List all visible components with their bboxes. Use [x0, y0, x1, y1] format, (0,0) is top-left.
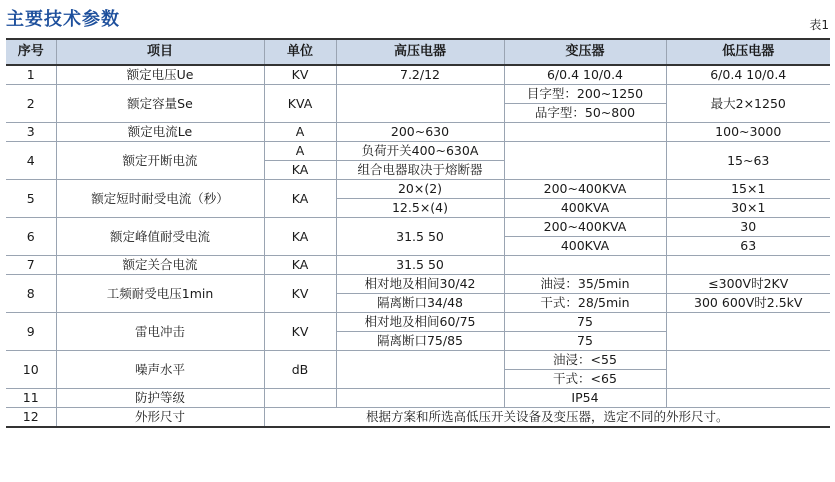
page-title: 主要技术参数 — [6, 9, 120, 30]
cell-item: 外形尺寸 — [56, 408, 264, 428]
header-unit: 单位 — [264, 39, 336, 65]
cell-unit: KA — [264, 218, 336, 256]
cell-unit: dB — [264, 351, 336, 389]
cell-item: 噪声水平 — [56, 351, 264, 389]
cell-transformer: 干式：<65 — [504, 370, 666, 389]
cell-no: 2 — [6, 85, 56, 123]
table-row — [6, 351, 830, 370]
cell-lv: 30 — [666, 218, 830, 237]
cell-note: 根据方案和所选高低压开关设备及变压器，选定不同的外形尺寸。 — [264, 408, 830, 428]
table-row — [6, 256, 830, 275]
cell-hv: 12.5×(4) — [336, 199, 504, 218]
cell-lv: 300 600V时2.5kV — [666, 294, 830, 313]
table-row — [6, 180, 830, 199]
cell-unit: KV — [264, 313, 336, 351]
cell-lv: 63 — [666, 237, 830, 256]
cell-lv: 6/0.4 10/0.4 — [666, 65, 830, 85]
cell-transformer: 油浸：<55 — [504, 351, 666, 370]
table-row — [6, 408, 830, 428]
cell-no: 8 — [6, 275, 56, 313]
cell-unit: KA — [264, 161, 336, 180]
cell-hv: 20×(2) — [336, 180, 504, 199]
cell-transformer: 200~400KVA — [504, 180, 666, 199]
table-row — [6, 65, 830, 85]
cell-transformer — [504, 123, 666, 142]
cell-hv — [336, 389, 504, 408]
cell-lv: 15×1 — [666, 180, 830, 199]
cell-lv: 30×1 — [666, 199, 830, 218]
header-no: 序号 — [6, 39, 56, 65]
table-row — [6, 123, 830, 142]
cell-no: 10 — [6, 351, 56, 389]
cell-hv: 31.5 50 — [336, 256, 504, 275]
cell-unit: A — [264, 142, 336, 161]
cell-transformer: 油浸：35/5min — [504, 275, 666, 294]
cell-item: 额定电流Le — [56, 123, 264, 142]
table-header-row — [6, 39, 830, 65]
cell-lv — [666, 256, 830, 275]
cell-transformer: 75 — [504, 313, 666, 332]
cell-lv: 最大2×1250 — [666, 85, 830, 123]
cell-hv: 隔离断口75/85 — [336, 332, 504, 351]
cell-item: 额定开断电流 — [56, 142, 264, 180]
cell-unit: A — [264, 123, 336, 142]
cell-no: 12 — [6, 408, 56, 428]
cell-unit: KV — [264, 275, 336, 313]
cell-hv — [336, 85, 504, 123]
cell-lv: ≤300V时2KV — [666, 275, 830, 294]
cell-unit: KVA — [264, 85, 336, 123]
cell-hv: 组合电器取决于熔断器 — [336, 161, 504, 180]
header-hv: 高压电器 — [336, 39, 504, 65]
cell-no: 3 — [6, 123, 56, 142]
cell-item: 额定容量Se — [56, 85, 264, 123]
cell-lv — [666, 313, 830, 351]
cell-item: 额定关合电流 — [56, 256, 264, 275]
cell-item: 额定峰值耐受电流 — [56, 218, 264, 256]
cell-hv: 相对地及相间30/42 — [336, 275, 504, 294]
cell-lv — [666, 389, 830, 408]
table-row — [6, 389, 830, 408]
cell-lv: 15~63 — [666, 142, 830, 180]
cell-item: 防护等级 — [56, 389, 264, 408]
cell-no: 5 — [6, 180, 56, 218]
cell-hv: 200~630 — [336, 123, 504, 142]
cell-transformer — [504, 256, 666, 275]
cell-hv: 31.5 50 — [336, 218, 504, 256]
cell-hv: 负荷开关400~630A — [336, 142, 504, 161]
table-row — [6, 142, 830, 161]
cell-lv — [666, 351, 830, 389]
cell-unit: KV — [264, 65, 336, 85]
cell-transformer — [504, 142, 666, 180]
cell-transformer: 75 — [504, 332, 666, 351]
cell-transformer: 干式：28/5min — [504, 294, 666, 313]
cell-unit: KA — [264, 180, 336, 218]
cell-item: 额定电压Ue — [56, 65, 264, 85]
cell-no: 11 — [6, 389, 56, 408]
cell-no: 1 — [6, 65, 56, 85]
cell-unit: KA — [264, 256, 336, 275]
table-number-label: 表1 — [809, 18, 829, 32]
cell-no: 6 — [6, 218, 56, 256]
cell-hv: 隔离断口34/48 — [336, 294, 504, 313]
table-row — [6, 85, 830, 104]
spec-table — [6, 38, 830, 428]
cell-transformer: IP54 — [504, 389, 666, 408]
cell-transformer: 400KVA — [504, 199, 666, 218]
cell-no: 4 — [6, 142, 56, 180]
cell-hv — [336, 351, 504, 389]
cell-hv: 7.2/12 — [336, 65, 504, 85]
cell-no: 7 — [6, 256, 56, 275]
table-row — [6, 313, 830, 332]
table-row — [6, 218, 830, 237]
cell-no: 9 — [6, 313, 56, 351]
cell-transformer: 品字型：50~800 — [504, 104, 666, 123]
cell-hv: 相对地及相间60/75 — [336, 313, 504, 332]
header-lv: 低压电器 — [666, 39, 830, 65]
cell-transformer: 200~400KVA — [504, 218, 666, 237]
cell-transformer: 目字型：200~1250 — [504, 85, 666, 104]
cell-item: 工频耐受电压1min — [56, 275, 264, 313]
header-transformer: 变压器 — [504, 39, 666, 65]
cell-transformer: 6/0.4 10/0.4 — [504, 65, 666, 85]
cell-item: 额定短时耐受电流（秒） — [56, 180, 264, 218]
table-row — [6, 275, 830, 294]
cell-item: 雷电冲击 — [56, 313, 264, 351]
cell-lv: 100~3000 — [666, 123, 830, 142]
cell-transformer: 400KVA — [504, 237, 666, 256]
cell-unit — [264, 389, 336, 408]
header-item: 项目 — [56, 39, 264, 65]
